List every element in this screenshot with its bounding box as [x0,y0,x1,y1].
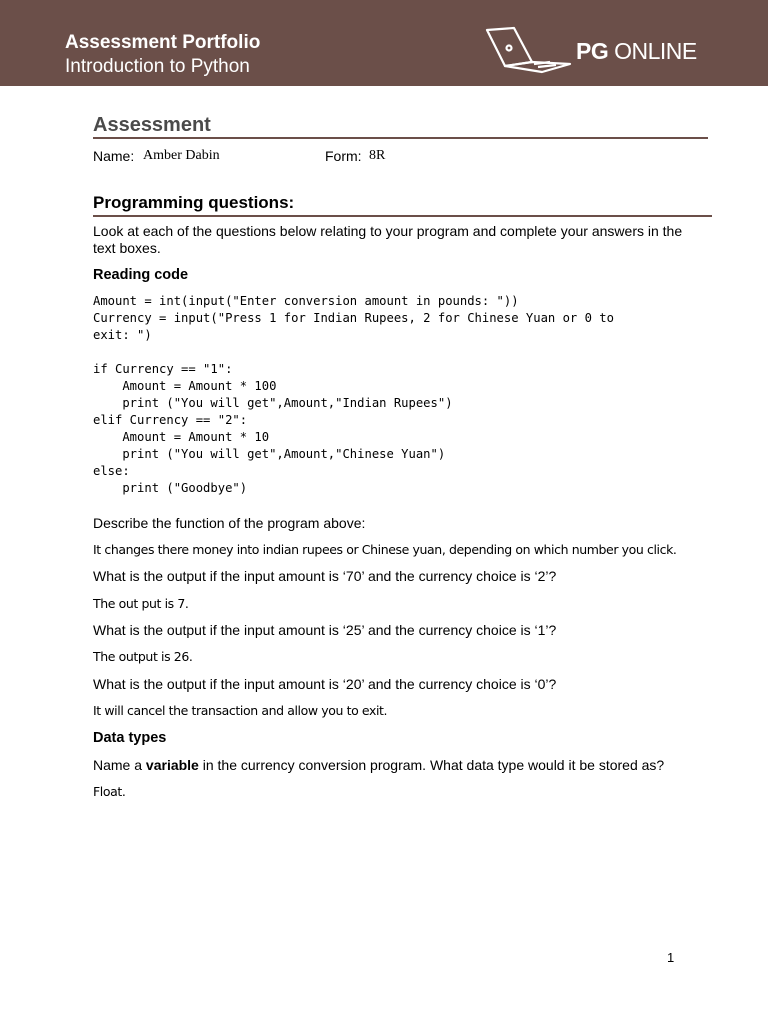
laptop-icon [484,26,574,76]
answer-text: The output is 26. [93,649,193,664]
question-text: What is the output if the input amount is ‘20’ and the currency choice is ‘0’? [93,676,557,692]
question-text: What is the output if the input amount is ‘70’ and the currency choice is ‘2’? [93,568,557,584]
question-text: Name a variable in the currency conversion program. What data type would it be stored as? [93,757,665,773]
code-listing: Amount = int(input("Enter conversion amount in pounds: ")) Currency = input("Press 1 for Indian Rupees, 2 for Chinese Yuan or 0 to exit: ") if Currency == "1": Amount = Amount * 100 print ("You will get",Amount,"Indian Rupees") elif Currency == "2": Amount = Amount * 10 print ("You will get",Amount,"Chinese Yuan") else: print ("Goodbye") [93,294,614,495]
answer-text: It will cancel the transaction and allow you to exit. [93,703,388,718]
form-label: Form: [325,148,362,164]
programming-heading: Programming questions: [93,193,295,212]
brand-logo-text: PG ONLINE [576,38,697,64]
question-text: Describe the function of the program above: [93,515,366,531]
assessment-heading: Assessment [93,114,211,136]
data-types-heading: Data types [93,730,167,746]
divider [93,137,708,139]
name-label: Name: [93,148,135,164]
portfolio-title: Assessment Portfolio [65,32,261,53]
name-value: Amber Dabin [143,148,220,163]
question-text: What is the output if the input amount is ‘25’ and the currency choice is ‘1’? [93,622,557,638]
answer-text: The out put is 7. [93,596,189,611]
header-banner [0,0,768,86]
answer-text: Float. [93,784,126,799]
answer-text: It changes there money into indian rupees or Chinese yuan, depending on which number you click. [93,542,677,557]
divider [93,215,712,217]
portfolio-subtitle: Introduction to Python [65,56,250,77]
instructions-text: Look at each of the questions below relating to your program and complete your answers in the text boxes. [93,223,683,256]
form-value: 8R [369,148,386,163]
page-number: 1 [667,950,675,965]
reading-code-heading: Reading code [93,267,189,283]
